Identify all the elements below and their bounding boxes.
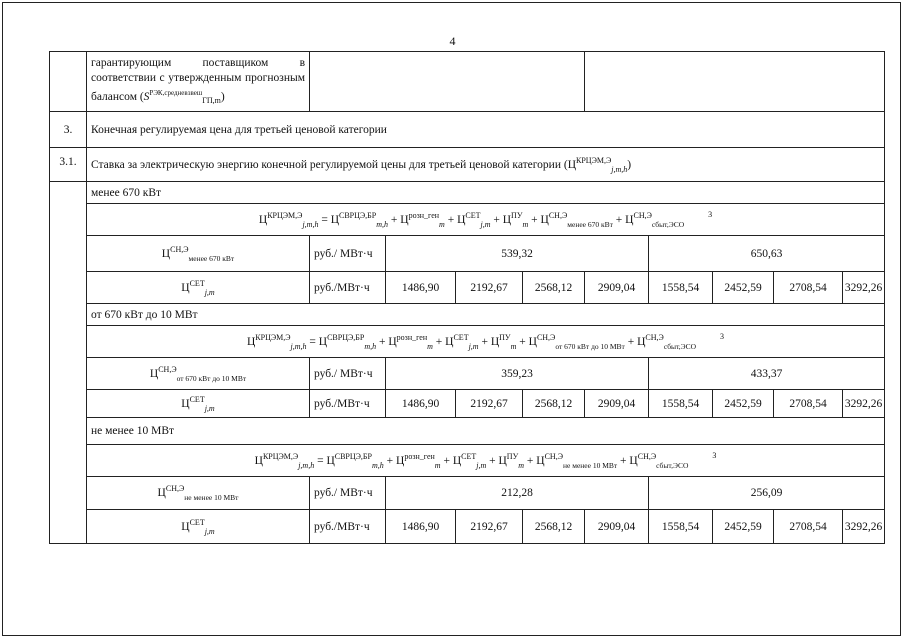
group-label: менее 670 кВт (87, 182, 885, 204)
value-cell: 2568,12 (523, 390, 585, 418)
page-number: 4 (449, 34, 456, 48)
value-cell: 2192,67 (456, 390, 523, 418)
unit-cell: руб./ МВт·ч (310, 358, 386, 390)
value-cell: 2708,54 (774, 390, 843, 418)
table-row (50, 112, 885, 148)
empty-cell (310, 52, 585, 112)
value-cell: 3292,26 (843, 390, 885, 418)
sn-tariff-symbol: $Ц^{СН,Э}_{менее 670 кВт}$ (87, 236, 310, 272)
table-row (50, 304, 885, 326)
price-formula: $Ц^{КРЦЭМ,Э}_{j,m,h} = Ц^{СВРЦЭ,БР}_{m,h} + Ц^{розн\_ген}_m + Ц^{СЕТ}_{j,m} + Ц^{ПУ}_m + Ц^{СН,Э}_{не менее 10 МВт} + Ц^{СН,Э}_{сбыт,ЭСО}^3$ (87, 445, 885, 477)
value-cell: 2192,67 (456, 272, 523, 304)
value-cell: 2909,04 (585, 390, 649, 418)
row-num-cell (50, 182, 87, 544)
sn-tariff-symbol: $Ц^{СН,Э}_{от 670 кВт до 10 МВт}$ (87, 358, 310, 390)
value-cell: 1558,54 (649, 510, 713, 544)
table-row (50, 326, 885, 358)
set-tariff-symbol: $Ц^{СЕТ}_{j,m}$ (87, 272, 310, 304)
table-row (50, 358, 885, 390)
value-cell: 3292,26 (843, 510, 885, 544)
unit-cell: руб./МВт·ч (310, 510, 386, 544)
table-row (50, 445, 885, 477)
price-formula: $Ц^{КРЦЭМ,Э}_{j,m,h} = Ц^{СВРЦЭ,БР}_{m,h} + Ц^{розн\_ген}_m + Ц^{СЕТ}_{j,m} + Ц^{ПУ}_m + Ц^{СН,Э}_{от 670 кВт до 10 МВт} + Ц^{СН,Э}_{сбыт,ЭСО}^3$ (87, 326, 885, 358)
value-cell: 539,32 (386, 236, 649, 272)
value-cell: 2708,54 (774, 510, 843, 544)
table-row (50, 418, 885, 445)
table-row (50, 182, 885, 204)
value-cell: 3292,26 (843, 272, 885, 304)
value-cell: 359,23 (386, 358, 649, 390)
set-tariff-symbol: $Ц^{СЕТ}_{j,m}$ (87, 510, 310, 544)
unit-cell: руб./МВт·ч (310, 390, 386, 418)
unit-cell: руб./МВт·ч (310, 272, 386, 304)
value-cell: 1486,90 (386, 272, 456, 304)
value-cell: 2909,04 (585, 510, 649, 544)
table-row (50, 272, 885, 304)
tariff-table (49, 51, 885, 544)
value-cell: 1558,54 (649, 272, 713, 304)
group-label: не менее 10 МВт (87, 418, 885, 445)
table-row (50, 204, 885, 236)
section-title: Ставка за электрическую энергию конечной регулируемой цены для третьей ценовой категории $(Ц^{КРЦЭМ,Э}_{j,m,h})$ (87, 148, 885, 182)
table-row (50, 477, 885, 510)
value-cell: 256,09 (649, 477, 885, 510)
value-cell: 650,63 (649, 236, 885, 272)
value-cell: 2708,54 (774, 272, 843, 304)
price-formula: $Ц^{КРЦЭМ,Э}_{j,m,h} = Ц^{СВРЦЭ,БР}_{m,h} + Ц^{розн\_ген}_m + Ц^{СЕТ}_{j,m} + Ц^{ПУ}_m + Ц^{СН,Э}_{менее 670 кВт} + Ц^{СН,Э}_{сбыт,ЭСО}^3$ (87, 204, 885, 236)
table-row (50, 148, 885, 182)
value-cell: 433,37 (649, 358, 885, 390)
set-tariff-symbol: $Ц^{СЕТ}_{j,m}$ (87, 390, 310, 418)
table-row (50, 52, 885, 112)
value-cell: 212,28 (386, 477, 649, 510)
unit-cell: руб./ МВт·ч (310, 236, 386, 272)
section-title: Конечная регулируемая цена для третьей ценовой категории (87, 112, 885, 148)
section-number: 3.1. (50, 148, 87, 182)
value-cell: 2452,59 (713, 390, 774, 418)
value-cell: 2452,59 (713, 272, 774, 304)
value-cell: 1486,90 (386, 390, 456, 418)
table-row (50, 510, 885, 544)
value-cell: 1486,90 (386, 510, 456, 544)
sn-tariff-symbol: $Ц^{СН,Э}_{не менее 10 МВт}$ (87, 477, 310, 510)
unit-cell: руб./ МВт·ч (310, 477, 386, 510)
value-cell: 2452,59 (713, 510, 774, 544)
value-cell: 2568,12 (523, 272, 585, 304)
value-cell: 2192,67 (456, 510, 523, 544)
table-row (50, 390, 885, 418)
group-label: от 670 кВт до 10 МВт (87, 304, 885, 326)
value-cell: 1558,54 (649, 390, 713, 418)
section-number: 3. (50, 112, 87, 148)
value-cell: 2909,04 (585, 272, 649, 304)
value-cell: 2568,12 (523, 510, 585, 544)
table-row (50, 236, 885, 272)
balance-text-cell: гарантирующим поставщиком в соответствии с утвержденным прогнозным балансом $(S^{РЭК,средневзвеш}_{ГП,m})$ (87, 52, 310, 112)
row-num-cell (50, 52, 87, 112)
empty-cell (585, 52, 885, 112)
